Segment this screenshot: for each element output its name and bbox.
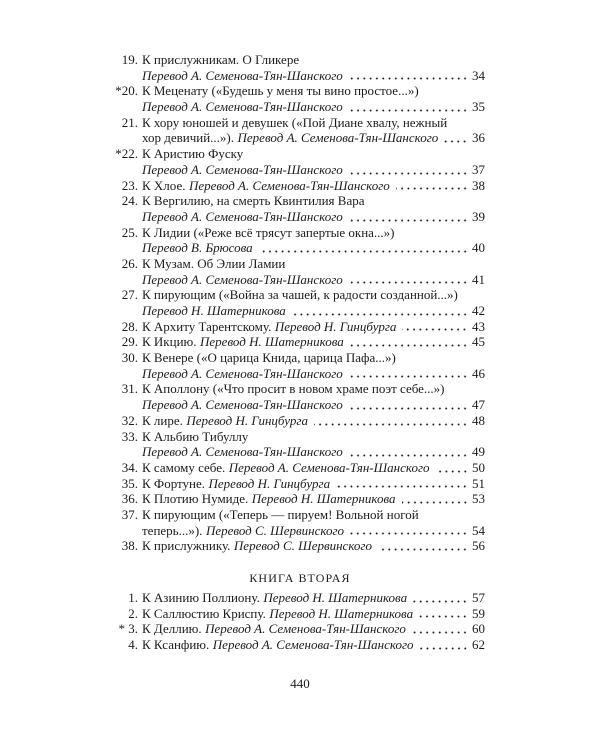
toc-entry-19: [110, 52, 485, 83]
dot-leader: [402, 319, 468, 335]
entry-translator: Перевод Н. Шатерникова: [200, 334, 344, 350]
entry-page-number: 51: [472, 475, 485, 491]
entry-line: [110, 413, 485, 429]
entry-title-line: [110, 52, 485, 68]
entry-title-line: [110, 146, 485, 162]
entry-page-number: 41: [472, 271, 485, 287]
entry-title: К Фортуне.: [142, 475, 206, 491]
entry-page-number: 47: [472, 397, 485, 413]
entry-translator: Перевод А. Семенова-Тян-Шанского: [142, 397, 343, 413]
dot-leader: [350, 523, 468, 539]
entry-page-number: 40: [472, 240, 485, 256]
entry-line: [110, 476, 485, 492]
dot-leader: [378, 538, 468, 554]
entry-line: [110, 334, 485, 350]
entry-title-line: [110, 350, 485, 366]
entry-line: [110, 621, 485, 637]
dot-leader: [436, 460, 468, 476]
entry-translator: Перевод С. Шервинского: [205, 522, 345, 538]
dot-leader: [420, 637, 468, 653]
toc-entry-36: [110, 491, 485, 507]
entry-number: 27.: [121, 287, 138, 303]
entry-page-number: 43: [472, 318, 485, 334]
toc-entry-29: [110, 334, 485, 350]
toc-entry-24: [110, 193, 485, 224]
entry-page-number: 42: [472, 303, 485, 318]
entry-title: К Меценату («Будешь у меня ты вино простое...»): [142, 83, 419, 99]
entry-title: К лире.: [142, 412, 183, 428]
toc-entry-21: [110, 115, 485, 146]
entry-translator-line: [110, 397, 485, 413]
entry-page-number: 39: [472, 208, 485, 224]
entry-page-number: 38: [472, 177, 485, 193]
dot-leader: [349, 99, 468, 115]
entry-title: К Плотию Нумиде.: [142, 491, 249, 507]
entry-translator: Перевод А. Семенова-Тян-Шанского: [142, 99, 343, 115]
toc-entry-2-3: [110, 621, 485, 637]
dot-leader: [349, 209, 468, 225]
dot-leader: [419, 606, 468, 622]
entry-translator: Перевод А. Семенова-Тян-Шанского: [142, 161, 343, 177]
entry-title: К Икцию.: [142, 334, 197, 350]
entry-page-number: 48: [472, 412, 485, 428]
entry-title: К Лидии («Реже всё трясут запертые окна...»): [142, 224, 395, 240]
dot-leader: [349, 444, 468, 460]
entry-title: К Аполлону («Что просит в новом храме поэт себе...»): [142, 381, 445, 397]
entry-title: К Хлое.: [142, 177, 186, 193]
entry-title-line: [110, 256, 485, 272]
entry-translator-line: [110, 162, 485, 178]
entry-line: [110, 460, 485, 476]
entry-title: К Музам. Об Элии Ламии: [142, 255, 286, 271]
entry-translator-line: [110, 366, 485, 382]
entry-translator-line: [110, 68, 485, 84]
entry-translator-line: [110, 444, 485, 460]
entry-continuation-line: [110, 523, 485, 539]
entry-title: К прислужнику.: [142, 538, 231, 554]
entry-title: К Азинию Поллиону.: [142, 590, 260, 605]
entry-number: 33.: [121, 428, 138, 444]
entry-page-number: 36: [472, 130, 485, 146]
entry-number: *22.: [115, 146, 138, 162]
dot-leader: [349, 68, 468, 84]
dot-leader: [349, 162, 468, 178]
entry-translator-line: [110, 303, 485, 319]
entry-title: К Ксанфию.: [142, 637, 210, 653]
entry-number: * 3.: [118, 621, 138, 637]
entry-title-line: [110, 507, 485, 523]
toc-entry-31: [110, 381, 485, 412]
entry-number: 36.: [121, 491, 138, 507]
entry-number: 30.: [121, 350, 138, 366]
entry-continuation-line: [110, 130, 485, 146]
toc-entry-34: [110, 460, 485, 476]
entry-translator: Перевод А. Семенова-Тян-Шанского: [142, 67, 343, 83]
dot-leader: [413, 590, 468, 606]
book2-toc-list: [110, 590, 485, 653]
entry-number: 21.: [121, 114, 138, 130]
toc-entry-33: [110, 429, 485, 460]
toc-entry-2-4: [110, 637, 485, 653]
entry-number: 23.: [121, 177, 138, 193]
entry-translator-line: [110, 209, 485, 225]
entry-page-number: 34: [472, 67, 485, 83]
entry-title-line: [110, 115, 485, 131]
entry-page-number: 56: [472, 538, 485, 554]
toc-entry-22: [110, 146, 485, 177]
entry-number: 28.: [121, 318, 138, 334]
entry-translator: Перевод В. Брюсова: [142, 240, 253, 256]
entry-translator: Перевод Н. Гинцбурга: [274, 318, 397, 334]
page-number: 440: [290, 676, 310, 691]
entry-title-continuation: теперь...»).: [142, 522, 203, 538]
entry-number: 26.: [121, 255, 138, 271]
entry-translator: Перевод Н. Шатерникова: [263, 590, 408, 605]
entry-number: 25.: [121, 224, 138, 240]
entry-translator-line: [110, 99, 485, 115]
toc-entry-28: [110, 319, 485, 335]
entry-title: К прислужникам. О Гликере: [142, 52, 300, 67]
toc-entry-20: [110, 83, 485, 114]
entry-line: [110, 491, 485, 507]
entry-translator: Перевод А. Семенова-Тян-Шанского: [228, 459, 430, 475]
entry-translator: Перевод Н. Шатерникова: [269, 605, 414, 621]
dot-leader: [412, 621, 468, 637]
entry-translator: Перевод А. Семенова-Тян-Шанского: [237, 130, 439, 146]
entry-number: *20.: [115, 83, 138, 99]
entry-title: К Саллюстию Криспу.: [142, 605, 266, 621]
entry-line: [110, 538, 485, 554]
toc-entry-26: [110, 256, 485, 287]
entry-number: 29.: [121, 334, 138, 350]
entry-title-continuation: хор девичий...»).: [142, 130, 235, 146]
entry-title-line: [110, 83, 485, 99]
entry-translator-line: [110, 240, 485, 256]
entry-page-number: 35: [472, 99, 485, 115]
entry-title: К Альбию Тибуллу: [142, 428, 249, 444]
entry-title: К Архиту Тарентскому.: [142, 318, 272, 334]
dot-leader: [349, 272, 468, 288]
entry-number: 19.: [121, 52, 138, 67]
entry-translator: Перевод А. Семенова-Тян-Шанского: [142, 208, 343, 224]
entry-translator: Перевод А. Семенова-Тян-Шанского: [142, 365, 343, 381]
entry-translator: Перевод Н. Гинцбурга: [186, 412, 308, 428]
toc-entry-2-1: [110, 590, 485, 606]
entry-translator: Перевод Н. Шатерникова: [251, 491, 396, 507]
dot-leader: [350, 334, 468, 350]
entry-number: 24.: [121, 193, 138, 209]
dot-leader: [349, 397, 468, 413]
dot-leader: [336, 476, 468, 492]
entry-page-number: 50: [472, 459, 485, 475]
entry-translator: Перевод А. Семенова-Тян-Шанского: [142, 271, 343, 287]
entry-number: 32.: [121, 412, 138, 428]
entry-title-line: [110, 381, 485, 397]
entry-translator: Перевод А. Семенова-Тян-Шанского: [205, 621, 406, 637]
toc-entry-30: [110, 350, 485, 381]
entry-page-number: 59: [472, 605, 485, 621]
entry-page-number: 57: [472, 590, 485, 605]
entry-title-line: [110, 429, 485, 445]
entry-number: 37.: [121, 506, 138, 522]
entry-page-number: 45: [472, 334, 485, 350]
entry-page-number: 46: [472, 365, 485, 381]
entry-title: К самому себе.: [142, 459, 226, 475]
entry-title: К пирующим («Война за чашей, к радости созданной...»): [142, 287, 458, 303]
dot-leader: [259, 240, 468, 256]
entry-number: 1.: [128, 590, 138, 605]
entry-title: К Венере («О царица Книда, царица Пафа...»): [142, 350, 396, 366]
toc-entry-25: [110, 225, 485, 256]
entry-line: [110, 606, 485, 622]
toc-entry-35: [110, 476, 485, 492]
dot-leader: [402, 491, 468, 507]
entry-translator: Перевод Н. Гинцбурга: [208, 475, 331, 491]
entry-line: [110, 590, 485, 606]
entry-page-number: 53: [472, 491, 485, 507]
entry-number: 34.: [121, 459, 138, 475]
entry-translator-line: [110, 272, 485, 288]
entry-line: [110, 319, 485, 335]
entry-line: [110, 178, 485, 194]
entry-line: [110, 637, 485, 653]
toc-entry-38: [110, 538, 485, 554]
entry-page-number: 54: [472, 522, 485, 538]
entry-page-number: 62: [472, 637, 485, 653]
entry-title-line: [110, 225, 485, 241]
entry-title: К Аристию Фуску: [142, 146, 244, 162]
book1-toc-list: [110, 52, 485, 554]
toc-entry-2-2: [110, 606, 485, 622]
entry-title: К Деллию.: [142, 621, 202, 637]
entry-title-line: [110, 287, 485, 303]
entry-title: К хору юношей и девушек («Пой Диане хвалу, нежный: [142, 114, 448, 130]
entry-number: 2.: [128, 605, 138, 621]
entry-page-number: 49: [472, 444, 485, 460]
dot-leader: [292, 303, 468, 319]
toc-entry-27: [110, 287, 485, 318]
entry-number: 31.: [121, 381, 138, 397]
entry-title-line: [110, 193, 485, 209]
entry-page-number: 37: [472, 161, 485, 177]
toc-entry-32: [110, 413, 485, 429]
entry-title: К пирующим («Теперь — пируем! Вольной ногой: [142, 506, 419, 522]
entry-translator: Перевод А. Семенова-Тян-Шанского: [212, 637, 414, 653]
section-heading: КНИГА ВТОРАЯ: [249, 571, 351, 585]
entry-translator: Перевод С. Шервинского: [233, 538, 372, 554]
toc-entry-37: [110, 507, 485, 538]
entry-number: 35.: [121, 475, 138, 491]
dot-leader: [396, 178, 468, 194]
entry-title: К Вергилию, на смерть Квинтилия Вара: [142, 193, 365, 209]
dot-leader: [349, 366, 468, 382]
entry-translator: Перевод А. Семенова-Тян-Шанского: [142, 444, 343, 460]
dot-leader: [444, 130, 468, 146]
entry-number: 4.: [128, 637, 138, 653]
entry-translator: Перевод А. Семенова-Тян-Шанского: [188, 177, 390, 193]
entry-translator: Перевод Н. Шатерникова: [142, 303, 286, 318]
entry-number: 38.: [121, 538, 138, 554]
dot-leader: [314, 413, 468, 429]
entry-page-number: 60: [472, 621, 485, 637]
toc-entry-23: [110, 178, 485, 194]
